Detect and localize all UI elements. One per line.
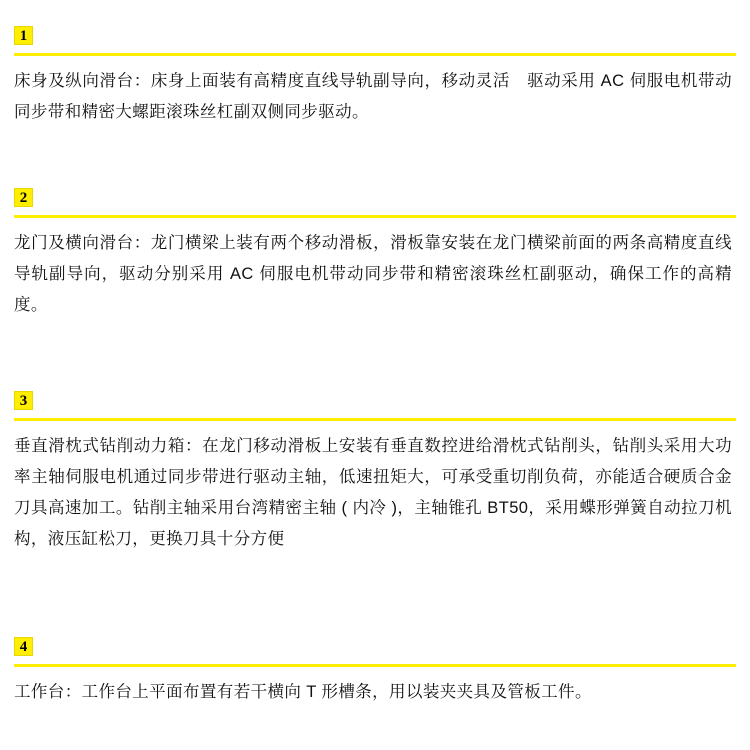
section-4-badge-row [14, 637, 736, 663]
section-2 [14, 188, 736, 321]
section-3 [14, 391, 736, 555]
section-1-divider [14, 53, 736, 56]
section-3-text: 垂直滑枕式钻削动力箱：在龙门移动滑板上安装有垂直数控进给滑枕式钻削头，钻削头采用大功率主轴伺服电机通过同步带进行驱动主轴，低速扭矩大，可承受重切削负荷，亦能适合硬质合金刀具高速加工。钻削主轴采用台湾精密主轴 ( 内冷 )，主轴锥孔 BT50，采用蝶形弹簧自动拉刀机构，液压缸松刀，更换刀具十分方便 [14, 437, 732, 548]
section-3-badge-row [14, 391, 736, 417]
section-1-badge-row [14, 26, 736, 52]
section-4-badge: 4 [14, 637, 33, 656]
section-1 [14, 26, 736, 128]
section-1-badge: 1 [14, 26, 33, 45]
section-2-badge-row [14, 188, 736, 214]
section-4-divider [14, 664, 736, 667]
section-2-badge: 2 [14, 188, 33, 207]
section-2-text: 龙门及横向滑台：龙门横梁上装有两个移动滑板，滑板靠安装在龙门横梁前面的两条高精度直线导轨副导向，驱动分别采用 AC 伺服电机带动同步带和精密滚珠丝杠副驱动，确保工作的高精度。 [14, 234, 732, 314]
section-4-text: 工作台：工作台上平面布置有若干横向 T 形槽条，用以装夹夹具及管板工件。 [14, 683, 592, 701]
section-2-divider [14, 215, 736, 218]
section-4 [14, 637, 736, 708]
section-3-badge: 3 [14, 391, 33, 410]
section-3-divider [14, 418, 736, 421]
section-1-text: 床身及纵向滑台：床身上面装有高精度直线导轨副导向，移动灵活 驱动采用 AC 伺服电机带动同步带和精密大螺距滚珠丝杠副双侧同步驱动。 [14, 72, 732, 121]
